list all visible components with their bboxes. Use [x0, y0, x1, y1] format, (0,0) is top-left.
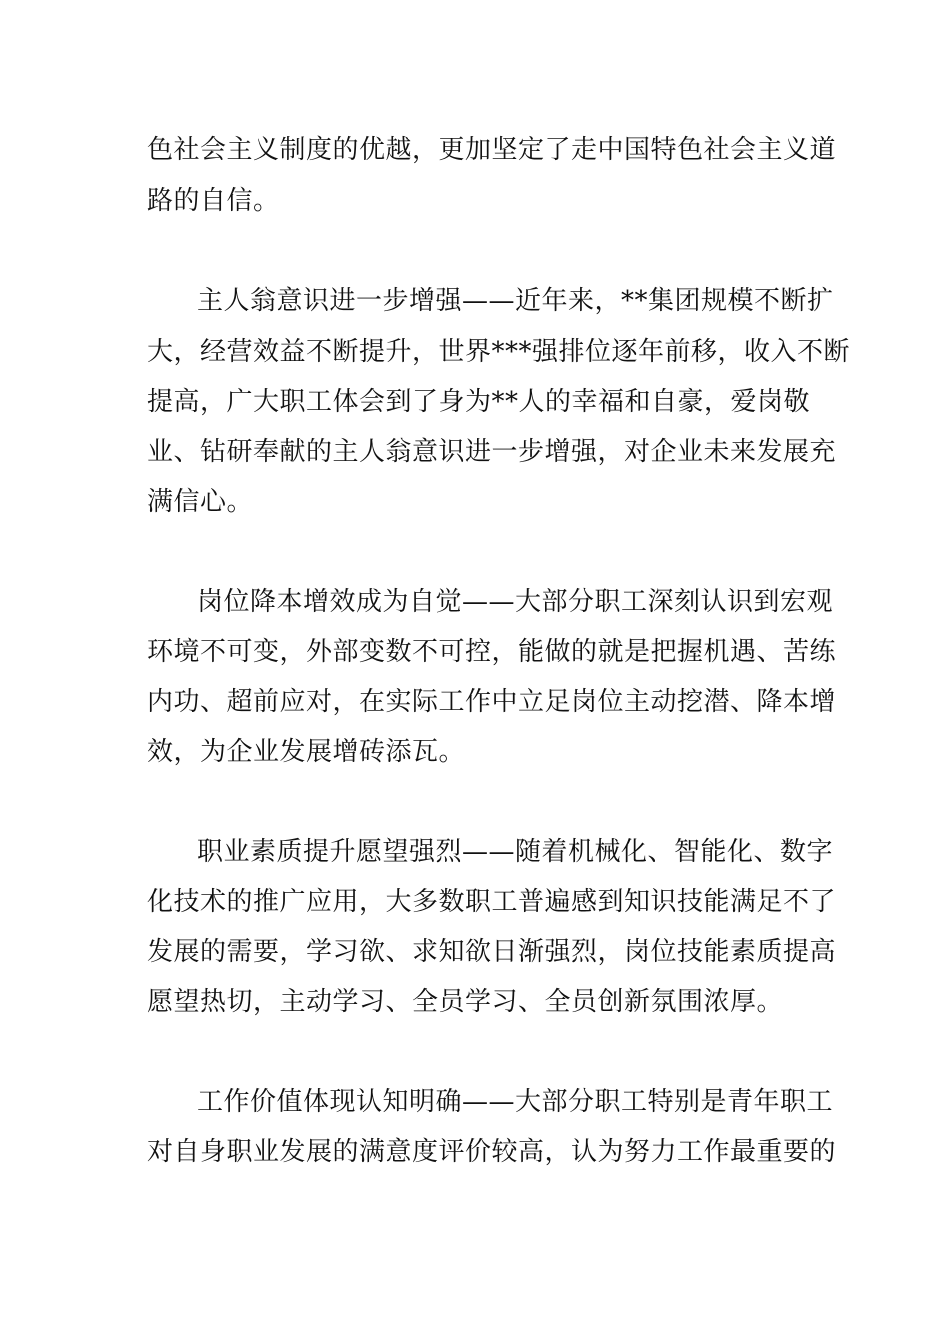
paragraph-3-line-2: 环境不可变，外部变数不可控，能做的就是把握机遇、苦练 — [147, 637, 837, 667]
paragraph-2-line-4: 业、钻研奉献的主人翁意识进一步增强，对企业未来发展充 — [147, 437, 837, 467]
paragraph-2-line-5: 满信心。 — [147, 487, 254, 517]
paragraph-2-line-2: 大，经营效益不断提升，世界***强排位逐年前移，收入不断 — [147, 337, 851, 367]
paragraph-2-line-1: 主人翁意识进一步增强——近年来，**集团规模不断扩 — [197, 286, 834, 316]
paragraph-1-line-1: 色社会主义制度的优越，更加坚定了走中国特色社会主义道 — [147, 135, 837, 165]
paragraph-5-line-2: 对自身职业发展的满意度评价较高，认为努力工作最重要的 — [147, 1137, 837, 1167]
paragraph-3-line-3: 内功、超前应对，在实际工作中立足岗位主动挖潜、降本增 — [147, 687, 837, 717]
paragraph-4-line-3: 发展的需要，学习欲、求知欲日渐强烈，岗位技能素质提高 — [147, 937, 837, 967]
paragraph-1-line-2: 路的自信。 — [147, 186, 280, 216]
paragraph-4-line-2: 化技术的推广应用，大多数职工普遍感到知识技能满足不了 — [147, 887, 837, 917]
paragraph-4-line-1: 职业素质提升愿望强烈——随着机械化、智能化、数字 — [197, 837, 834, 867]
paragraph-4-line-4: 愿望热切，主动学习、全员学习、全员创新氛围浓厚。 — [147, 987, 784, 1017]
paragraph-2-line-3: 提高，广大职工体会到了身为**人的幸福和自豪，爱岗敬 — [147, 387, 811, 417]
paragraph-3-line-1: 岗位降本增效成为自觉——大部分职工深刻认识到宏观 — [197, 587, 834, 617]
paragraph-5-line-1: 工作价值体现认知明确——大部分职工特别是青年职工 — [197, 1087, 834, 1117]
paragraph-3-line-4: 效，为企业发展增砖添瓦。 — [147, 737, 466, 767]
